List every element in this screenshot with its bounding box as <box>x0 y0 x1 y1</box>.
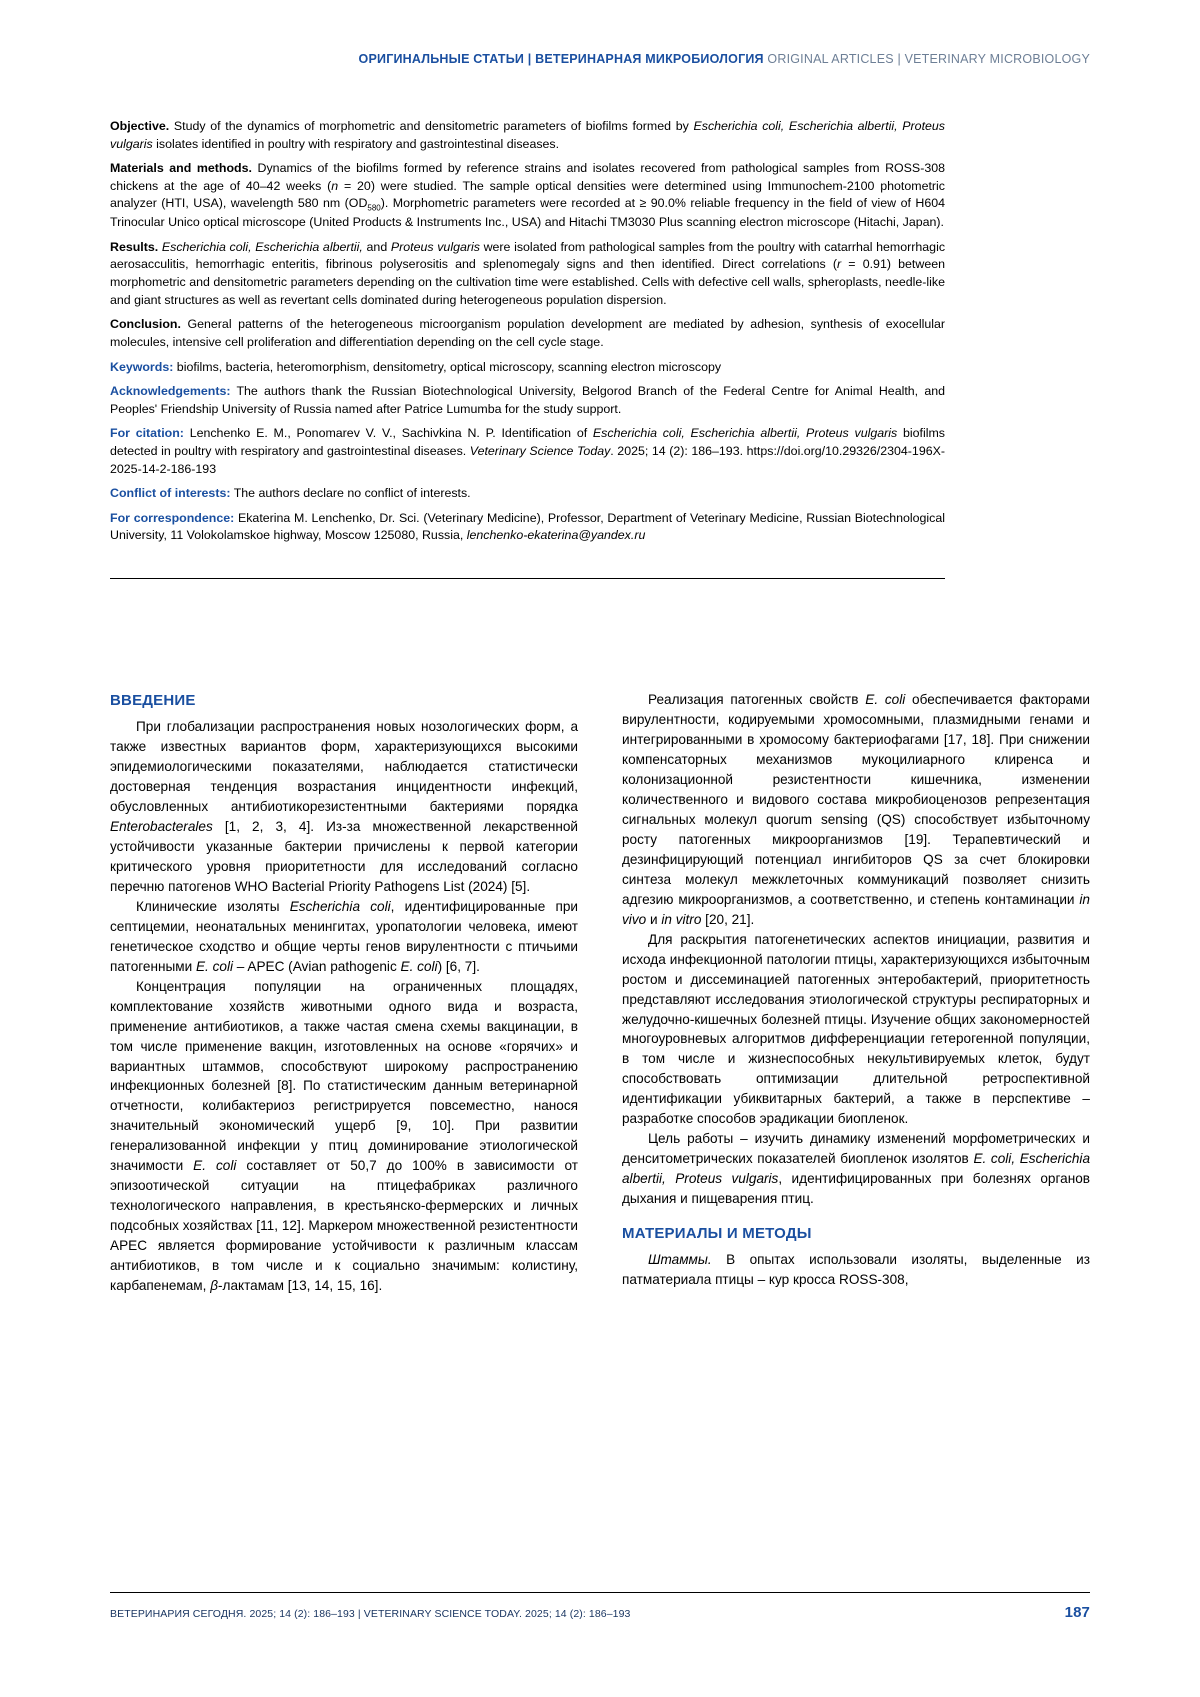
methods-text-3: ). Morphometric parameters were recorded at ≥ 90.0% reliable frequency in the field of view of H604 Trinocular Unico optical microscope (United Products & Instruments Inc., USA) and Hitachi TM3030 Plus scanning electron microscope (Hitachi, Japan). <box>110 196 945 230</box>
results-text-2: were isolated from pathological samples from the poultry with catarrhal hemorrhagic aerosacculitis, hemorrhagic enteritis, fibrinous polyserositis and splenomegaly signs and then identified. Direct correlations ( <box>110 239 946 272</box>
intro-p3-italic-1: E. coli <box>193 1158 237 1174</box>
results-r-symbol: r <box>836 257 842 272</box>
page-footer <box>110 1604 1090 1621</box>
right-paragraph-3 <box>622 1129 1090 1209</box>
right-p1-italic-2: in vivo <box>622 891 1090 927</box>
column-right <box>622 690 1090 1296</box>
methods-label: Materials and methods. <box>110 161 252 176</box>
running-head-ru: ОРИГИНАЛЬНЫЕ СТАТЬИ | ВЕТЕРИНАРНАЯ МИКРОБИОЛОГИЯ <box>358 52 764 66</box>
keywords-text: biofilms, bacteria, heteromorphism, densitometry, optical microscopy, scanning electron microscopy <box>173 359 722 374</box>
right-p1-text-b: обеспечивается факторами вирулентности, кодируемыми хромосомными, плазмидными генами и интегрированными в хромосому бактериофагами [17, 18]. При снижении компенсаторных механизмов мукоцилиарного клиренса и колонизационной резистентности кишечника, изменении количественного и видового состава микробиоценозов репрезентация сигнальных молекул quorum sensing (QS) способствует избыточному росту патогенных микроорганизмов [19]. Терапевтический и дезинфицирующий потенциал ингибиторов QS за счет блокировки синтеза молекул межклеточных коммуникаций позволяет снизить адгезию микроорганизмов, а соответственно, и степень контаминации <box>622 692 1090 907</box>
intro-p1-text-b: [1, 2, 3, 4]. Из-за множественной лекарственной устойчивости указанные бактерии причислены к первой категории критического уровня приоритетности для исследований согласно перечню патогенов WHO Bacterial Priority Pathogens List (2024) [5]. <box>110 818 578 894</box>
intro-p2-text-d: ) [6, 7]. <box>437 958 480 974</box>
right-p3-italic-1: E. coli, Escherichia albertii, Proteus vulgaris <box>622 1151 1091 1187</box>
results-text-3: = 0.91) between morphometric and densitometric parameters depending on the cultivation time were established. Cells with defective cell walls, spheroplasts, needle-like and giant structures as well as revertant cells dominated during heterogeneous population dispersion. <box>110 257 945 307</box>
results-text-1: and <box>362 239 391 254</box>
correspondence-text: Ekaterina M. Lenchenko, Dr. Sci. (Veterinary Medicine), Professor, Department of Veterinary Medicine, Russian Biotechnological University, 11 Volokolamskoe highway, Moscow 125080, Russia, <box>110 510 945 543</box>
right-p3-text-a: Цель работы – изучить динамику изменений морфометрических и денситометрических показателей биопленок изолятов <box>622 1131 1090 1167</box>
footer-divider <box>110 1592 1090 1593</box>
methods-p1-italic: Штаммы. <box>648 1252 712 1268</box>
abstract-citation <box>110 425 945 478</box>
acknowledgements-label: Acknowledgements: <box>110 384 231 399</box>
intro-p2-text-a: Клинические изоляты <box>136 898 290 914</box>
intro-p1-italic: Enterobacterales <box>110 818 213 834</box>
right-p1-text-c: и <box>646 911 662 927</box>
abstract-keywords <box>110 359 945 377</box>
results-label: Results. <box>110 239 159 254</box>
conflict-text: The authors declare no conflict of interests. <box>230 486 471 501</box>
acknowledgements-text: The authors thank the Russian Biotechnological University, Belgorod Branch of the Federal Centre for Animal Health, and Peoples' Friendship University of Russia named after Patrice Lumumba for the study support. <box>110 384 945 416</box>
methods-text: Dynamics of the biofilms formed by reference strains and isolates recovered from pathological samples from ROSS-308 chickens at the age of 40–42 weeks ( <box>110 161 945 193</box>
intro-p2-text-c: – APEC (Avian pathogenic <box>233 958 401 974</box>
right-p1-italic-3: in vitro <box>661 911 702 927</box>
citation-text-2: biofilms detected in poultry with respiratory and gastrointestinal diseases. <box>110 426 945 458</box>
conflict-label: Conflict of interests: <box>110 486 231 501</box>
methods-n-symbol: n <box>331 178 339 193</box>
abstract-methods <box>110 160 945 232</box>
abstract-conclusion <box>110 316 945 351</box>
correspondence-label: For correspondence: <box>110 510 235 525</box>
running-head-en: ORIGINAL ARTICLES | VETERINARY MICROBIOLOGY <box>767 52 1090 66</box>
citation-journal-title: Veterinary Science Today <box>469 443 611 458</box>
keywords-label: Keywords: <box>110 359 174 374</box>
correspondence-email[interactable]: lenchenko-ekaterina@yandex.ru <box>466 528 646 543</box>
section-heading-introduction: ВВЕДЕНИЕ <box>110 692 196 709</box>
methods-p1-text: В опытах использовали изоляты, выделенные из патматериала птицы – кур кросса ROSS-308, <box>622 1252 1090 1288</box>
right-p1-text-a: Реализация патогенных свойств <box>648 692 866 707</box>
citation-text-1: Lenchenko E. M., Ponomarev V. V., Sachivkina N. P. Identification of <box>183 426 593 441</box>
conclusion-label: Conclusion. <box>110 317 181 332</box>
methods-text-2: = 20) were studied. The sample optical densities were determined using Immunochem-2100 photometric analyzer (HTI, USA), wavelength 580 nm (OD <box>110 178 945 211</box>
right-p1-italic-1: E. coli <box>865 692 906 707</box>
methods-paragraph-1 <box>622 1250 1090 1290</box>
intro-paragraph-1 <box>110 717 578 897</box>
intro-p2-italic-2: E. coli <box>195 958 234 974</box>
abstract-results <box>110 239 945 309</box>
objective-label: Objective. <box>110 119 170 133</box>
results-italic-species-1: Escherichia coli, Escherichia albertii, <box>158 239 363 254</box>
right-paragraph-2: Для раскрытия патогенетических аспектов инициации, развития и исхода инфекционной патологии птицы, характеризующихся избыточным ростом и диссеминацией патогенных энтеробактерий, приоритетность представляют исследования этиологической структуры респираторных и желудочно-кишечных болезней птицы. Изучение общих закономерностей многоуровневых алгоритмов дифференциации гетерогенной популяции, в том числе и жизнеспособных некультивируемых клеток, будут способствовать оптимизации длительной ретроспективной идентификации убиквитарных бактерий, а также в перспективе – разработке способов эрадикации биопленок. <box>622 931 1090 1127</box>
abstract-divider <box>110 578 945 579</box>
objective-text: Study of the dynamics of morphometric and densitometric parameters of biofilms formed by <box>169 119 694 133</box>
abstract-conflict <box>110 485 945 503</box>
page-number: 187 <box>1064 1604 1090 1621</box>
footer-citation: ВЕТЕРИНАРИЯ СЕГОДНЯ. 2025; 14 (2): 186–193 | VETERINARY SCIENCE TODAY. 2025; 14 (2): 186–193 <box>110 1608 631 1620</box>
intro-p3-italic-2: β <box>210 1278 218 1294</box>
right-paragraph-1 <box>622 690 1090 930</box>
section-heading-materials-methods: МАТЕРИАЛЫ И МЕТОДЫ <box>622 1225 812 1243</box>
right-p3-text-b: , идентифицированных при болезнях органов дыхания и пищеварения птиц. <box>622 1171 1090 1207</box>
results-italic-species-2: Proteus vulgaris <box>390 239 480 254</box>
conclusion-text: General patterns of the heterogeneous microorganism population development are mediated by adhesion, synthesis of exocellular molecules, intensive cell proliferation and differentiation depending on the cell cycle stage. <box>110 317 945 349</box>
running-head <box>110 52 1090 66</box>
intro-paragraph-3 <box>110 977 578 1297</box>
intro-p3-text-b: составляет от 50,7 до 100% в зависимости от эпизоотической ситуации на птицефабриках различного технологического направления, в крестьянско-фермерских и личных подсобных хозяйствах [11, 12]. Маркером множественной резистентности APEC является формирование устойчивости к различным классам антибиотиков, в том числе и к социально значимым: колистину, карбапенемам, <box>110 1158 578 1294</box>
intro-p2-text-b: , идентифицированные при септицемии, неонатальных менингитах, уропатологии человека, имеют генетическое сходство и общие черты генов вирулентности с птичьими патогенными <box>110 898 578 974</box>
intro-paragraph-2 <box>110 897 578 977</box>
intro-p3-text-c: -лактамам [13, 14, 15, 16]. <box>217 1278 383 1294</box>
intro-p2-italic-3: E. coli <box>400 958 438 974</box>
intro-p2-italic-1: Escherichia coli <box>289 898 391 914</box>
objective-text-2: isolates identified in poultry with respiratory and gastrointestinal diseases. <box>152 136 560 151</box>
intro-p3-text-a: Концентрация популяции на ограниченных площадях, комплектование хозяйств животными одного вида и возраста, применение антибиотиков, а также частая смена схемы вакцинации, в том числе применение вакцин, изготовленных на основе «горячих» и вариантных штаммов, способствуют широкому распространению инфекционных болезней [8]. По статистическим данным ветеринарной отчетности, колибактериоз регистрируется повсеместно, нанося значительный экономический ущерб [9, 10]. При развитии генерализованной инфекции у птиц доминирование этиологической значимости <box>110 978 578 1174</box>
citation-text-3: . 2025; 14 (2): 186–193. https://doi.org/10.29326/2304-196X-2025-14-2-186-193 <box>110 443 945 476</box>
right-p1-text-d: [20, 21]. <box>701 911 755 927</box>
abstract-correspondence <box>110 510 945 545</box>
citation-label: For citation: <box>110 426 184 441</box>
abstract-block <box>110 118 945 552</box>
abstract-acknowledgements <box>110 383 945 418</box>
column-left <box>110 690 578 1296</box>
intro-p1-text-a: При глобализации распространения новых нозологических форм, а также известных вариантов форм, характеризующихся высокими эпидемиологическими показателями, наблюдается статистически достоверная тенденция возрастания инцидентности инфекций, обусловленных антибиотикорезистентными бактериями порядка <box>110 719 578 814</box>
objective-italic-species: Escherichia coli, Escherichia albertii, Proteus vulgaris <box>110 119 945 151</box>
citation-italic-species: Escherichia coli, Escherichia albertii, Proteus vulgaris <box>592 426 898 441</box>
body-columns <box>110 690 1090 1296</box>
methods-subscript: 580 <box>367 203 381 213</box>
abstract-objective <box>110 118 945 153</box>
